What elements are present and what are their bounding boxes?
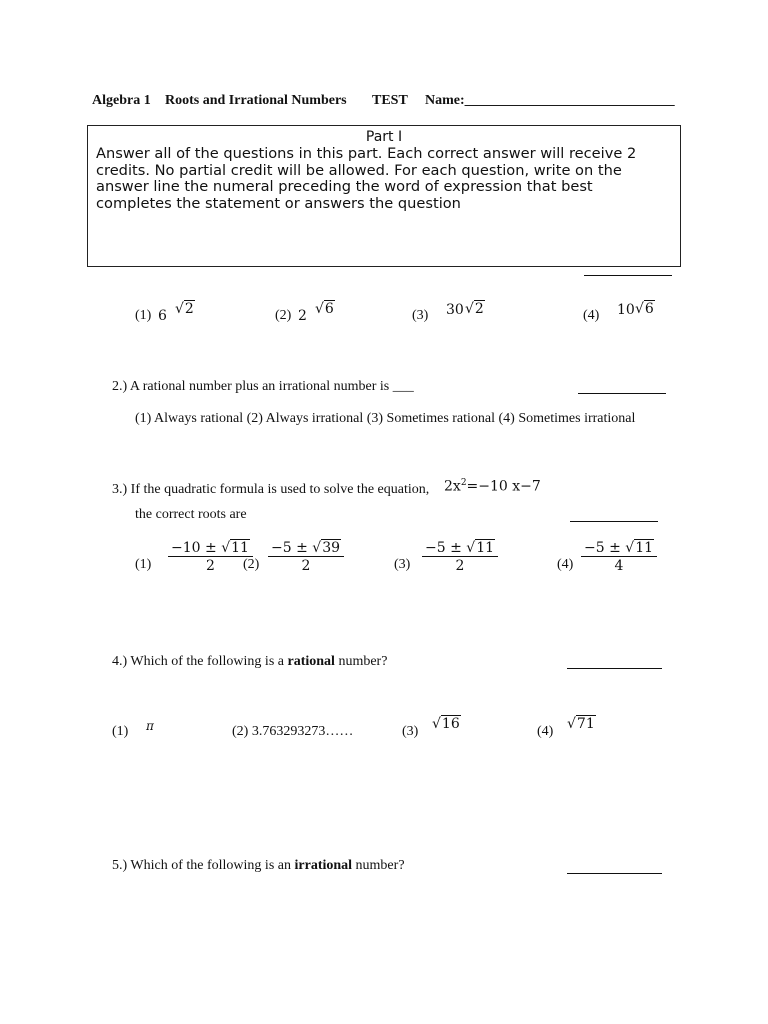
topic-label: Roots and Irrational Numbers	[165, 93, 347, 108]
fraction: $\frac{-5 \pm √11}{2}$	[422, 540, 498, 575]
answer-line-1[interactable]	[584, 275, 672, 276]
question-2-choices: (1) Always rational (2) Always irrational (3) Sometimes rational (4) Sometimes irrational	[135, 411, 636, 426]
radical: √71	[567, 716, 595, 732]
choice-number: (4)	[557, 557, 574, 572]
radicand: 6	[324, 301, 334, 317]
choice-2: (2) 3.763293273……	[232, 724, 354, 739]
choice-number: (1)	[135, 308, 152, 323]
fraction: $\frac{-5 \pm √39}{2}$	[268, 540, 344, 575]
question-3-line2: the correct roots are	[135, 507, 247, 522]
choice-number: (1)	[135, 557, 152, 572]
fraction: $\frac{-10 \pm √11}{2}$	[168, 540, 253, 575]
radical: √6	[635, 301, 654, 317]
choice-coefficient: 6	[158, 308, 167, 324]
question-2-text: 2.) A rational number plus an irrational number is ___	[112, 379, 414, 394]
answer-line-4[interactable]	[567, 668, 662, 669]
question-4-text: 4.) Which of the following is a rational number?	[112, 654, 388, 669]
answer-line-5[interactable]	[567, 873, 662, 874]
choice-number: (3)	[412, 308, 429, 323]
pi-value: π	[146, 719, 154, 733]
radical: √2	[465, 301, 484, 317]
answer-line-2[interactable]	[578, 393, 666, 394]
radical: √6	[315, 301, 334, 317]
choice-coefficient: 30	[446, 302, 464, 318]
choice-coefficient: 2	[298, 308, 307, 324]
choice-number: (4)	[537, 724, 554, 739]
radicand: 6	[644, 301, 654, 317]
radical: √2	[175, 301, 194, 317]
radicand: 2	[474, 301, 484, 317]
choice-number: (1)	[112, 724, 129, 739]
name-field[interactable]: Name:______________________________	[425, 93, 675, 108]
choice-number: (2)	[275, 308, 292, 323]
choice-number: (3)	[402, 724, 419, 739]
answer-line-3[interactable]	[570, 521, 658, 522]
choice-number: (3)	[394, 557, 411, 572]
radicand: 71	[576, 716, 595, 732]
choice-number: (2)	[243, 557, 260, 572]
part-title: Part I	[365, 129, 403, 145]
test-label: TEST	[372, 93, 408, 108]
radicand: 16	[441, 716, 460, 732]
choice-number: (4)	[583, 308, 600, 323]
question-3-text: 3.) If the quadratic formula is used to solve the equation,	[112, 482, 430, 497]
part-instructions: Answer all of the questions in this part. Each correct answer will receive 2 credits. No partial credit will be allowed. For each question, write on the answer line the numeral preceding the word of expression that best completes the statement or answers the question	[96, 145, 637, 212]
fraction: $\frac{-5 \pm √11}{4}$	[581, 540, 657, 575]
course-label: Algebra 1	[92, 93, 151, 108]
question-5-text: 5.) Which of the following is an irrational number?	[112, 858, 405, 873]
radicand: 2	[184, 301, 194, 317]
choice-coefficient: 10	[617, 302, 635, 318]
part-instructions-box	[87, 125, 681, 267]
question-3-equation: $2x^2=-10$ x−7	[444, 478, 541, 495]
radical: √16	[432, 716, 460, 732]
